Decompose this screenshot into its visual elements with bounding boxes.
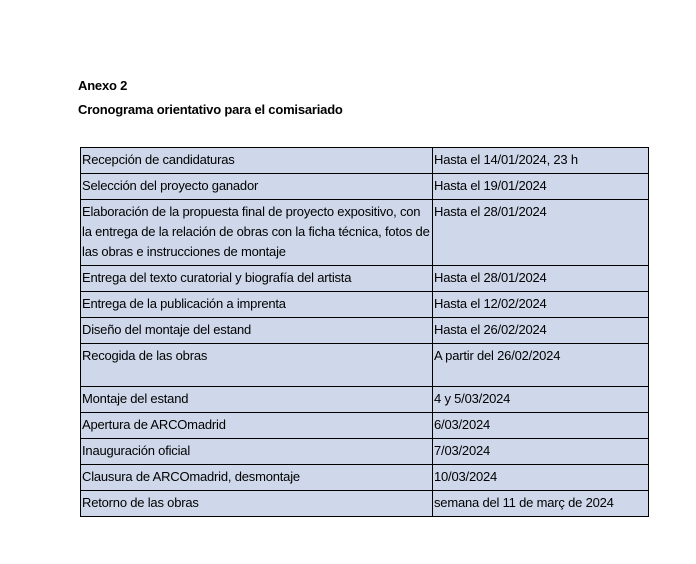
date-cell: semana del 11 de març de 2024	[433, 491, 649, 517]
table-row	[81, 148, 649, 174]
task-cell: Diseño del montaje del estand	[81, 318, 433, 344]
table-row	[81, 387, 649, 413]
table-row	[81, 292, 649, 318]
table-row	[81, 318, 649, 344]
task-cell: Selección del proyecto ganador	[81, 174, 433, 200]
date-cell: 10/03/2024	[433, 465, 649, 491]
table-row	[81, 200, 649, 266]
table-row	[81, 465, 649, 491]
annex-label: Anexo 2	[78, 78, 128, 93]
table-row	[81, 439, 649, 465]
task-cell: Montaje del estand	[81, 387, 433, 413]
date-cell: 4 y 5/03/2024	[433, 387, 649, 413]
task-cell: Apertura de ARCOmadrid	[81, 413, 433, 439]
table-row	[81, 174, 649, 200]
date-cell: Hasta el 12/02/2024	[433, 292, 649, 318]
date-cell: 7/03/2024	[433, 439, 649, 465]
task-cell: Clausura de ARCOmadrid, desmontaje	[81, 465, 433, 491]
task-cell: Retorno de las obras	[81, 491, 433, 517]
date-cell: Hasta el 14/01/2024, 23 h	[433, 148, 649, 174]
date-cell: Hasta el 26/02/2024	[433, 318, 649, 344]
date-cell: Hasta el 28/01/2024	[433, 266, 649, 292]
task-cell: Entrega del texto curatorial y biografía del artista	[81, 266, 433, 292]
task-cell: Elaboración de la propuesta final de proyecto expositivo, con la entrega de la relación de obras con la ficha técnica, fotos de las obras e instrucciones de montaje	[81, 200, 433, 266]
table-row	[81, 491, 649, 517]
task-cell: Recogida de las obras	[81, 344, 433, 387]
task-cell: Inauguración oficial	[81, 439, 433, 465]
task-cell: Recepción de candidaturas	[81, 148, 433, 174]
schedule-table	[80, 147, 649, 517]
date-cell: A partir del 26/02/2024	[433, 344, 649, 387]
task-cell: Entrega de la publicación a imprenta	[81, 292, 433, 318]
date-cell: Hasta el 28/01/2024	[433, 200, 649, 266]
schedule-title: Cronograma orientativo para el comisariado	[78, 102, 343, 117]
table-row	[81, 344, 649, 387]
date-cell: Hasta el 19/01/2024	[433, 174, 649, 200]
date-cell: 6/03/2024	[433, 413, 649, 439]
table-row	[81, 413, 649, 439]
table-row	[81, 266, 649, 292]
